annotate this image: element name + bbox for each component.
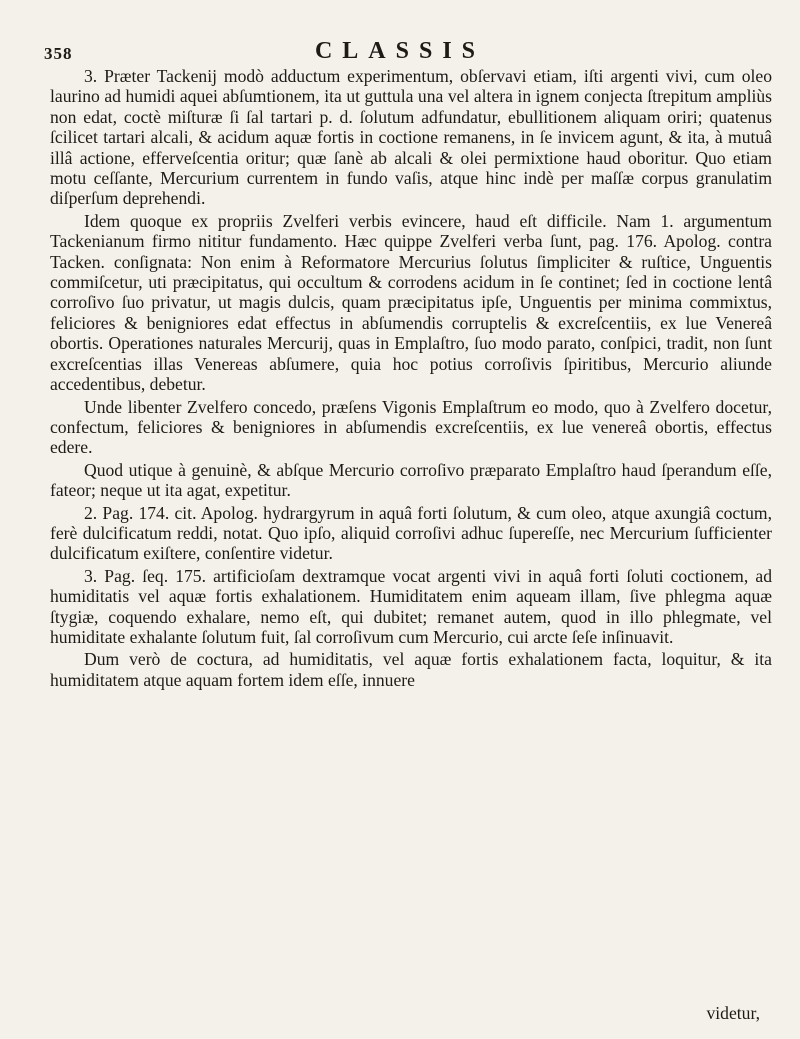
body-text	[50, 66, 772, 690]
page-number: 358	[44, 44, 73, 63]
catchword: videtur,	[706, 1003, 760, 1023]
paragraph-1: 3. Præter Tackenij modò adductum experimentum, obſervavi etiam, iſti argenti vivi, cum oleo laurino ad humidi aquei abſumtionem, ita ut guttula una vel altera in ignem conjecta ſtrepitum ampliùs non edat, coctè miſturæ ſi ſal tartari p. d. ſolutum adfundatur, ebullitionem aliquam oriri; quatenus ſcilicet tartari alcali, & acidum aquæ fortis in coctione remanens, in ſe invicem agunt, & ita, à mutuâ illâ actione, efferveſcentia oritur; quæ ſanè ab alcali & olei permixtione haud oboritur. Quo etiam motu ceſſante, Mercurium currentem in fundo vaſis, atque hinc indè per maſſæ corpus granulatim diſperſum deprehendi.	[50, 66, 772, 209]
paragraph-4: Quod utique à genuinè, & abſque Mercurio corroſivo præparato Emplaſtro haud ſperandum eſſe, fateor; neque ut ita agat, expetitur.	[50, 459, 772, 501]
paragraph-7: Dum verò de coctura, ad humiditatis, vel aquæ fortis exhalationem facta, loquitur, & ita humiditatem atque aquam fortem idem eſſe, innuere	[50, 649, 772, 690]
page-header	[44, 30, 756, 64]
paragraph-2: Idem quoque ex propriis Zvelferi verbis evincere, haud eſt difficile. Nam 1. argumentum Tackenianum firmo nititur fundamento. Hæc quippe Zvelferi verba ſunt, pag. 176. Apolog. contra Tacken. conſignata: Non enim à Reformatore Mercurius ſolutus ſimpliciter & ruſtice, Unguentis commiſcetur, uti præcipitatus, qui occultum & corrodens acidum in ſe continet; ſed in coctione lentâ corroſivo ſuo privatur, ut magis dulcis, quam præcipitatus ipſe, Unguentis per minima commixtus, feliciores & benigniores edat effectus in abſumendis corruptelis & excreſcentiis, ex lue Venereâ obortis. Operationes naturales Mercurij, quas in Emplaſtro, ſuo modo parato, conſpici, tradit, non ſunt excreſcentias illas Venereas abſumere, quia hoc potius corroſivis ſpiritibus, Mercurio aliunde accedentibus, debetur.	[50, 210, 772, 395]
running-head: CLASSIS	[314, 38, 486, 64]
paragraph-3: Unde libenter Zvelfero concedo, præſens Vigonis Emplaſtrum eo modo, quo à Zvelfero docetur, confectum, feliciores & benigniores in abſumendis excreſcentiis, ex lue venereâ obortis, effectus edere.	[50, 396, 772, 458]
paragraph-5: 2. Pag. 174. cit. Apolog. hydrargyrum in aquâ forti ſolutum, & cum oleo, atque axungiâ coctum, ferè dulcificatum reddi, notat. Quo ipſo, aliquid corroſivi adhuc ſupereſſe, nec Mercurium ſufficienter dulcificatum exiſtere, conſentire videtur.	[50, 502, 772, 564]
paragraph-6: 3. Pag. ſeq. 175. artificioſam dextramque vocat argenti vivi in aquâ forti ſoluti coctionem, ad humiditatis vel aquæ fortis exhalationem. Humiditatem enim aqueam illam, ſive phlegma aquæ ſtygiæ, coquendo exhalare, nemo eſt, qui dubitet; remanet autem, quod in illo phlegmate, vel humiditate exhalante ſolutum fuit, ſal corroſivum cum Mercurio, cui arcte ſeſe inſinuavit.	[50, 565, 772, 647]
